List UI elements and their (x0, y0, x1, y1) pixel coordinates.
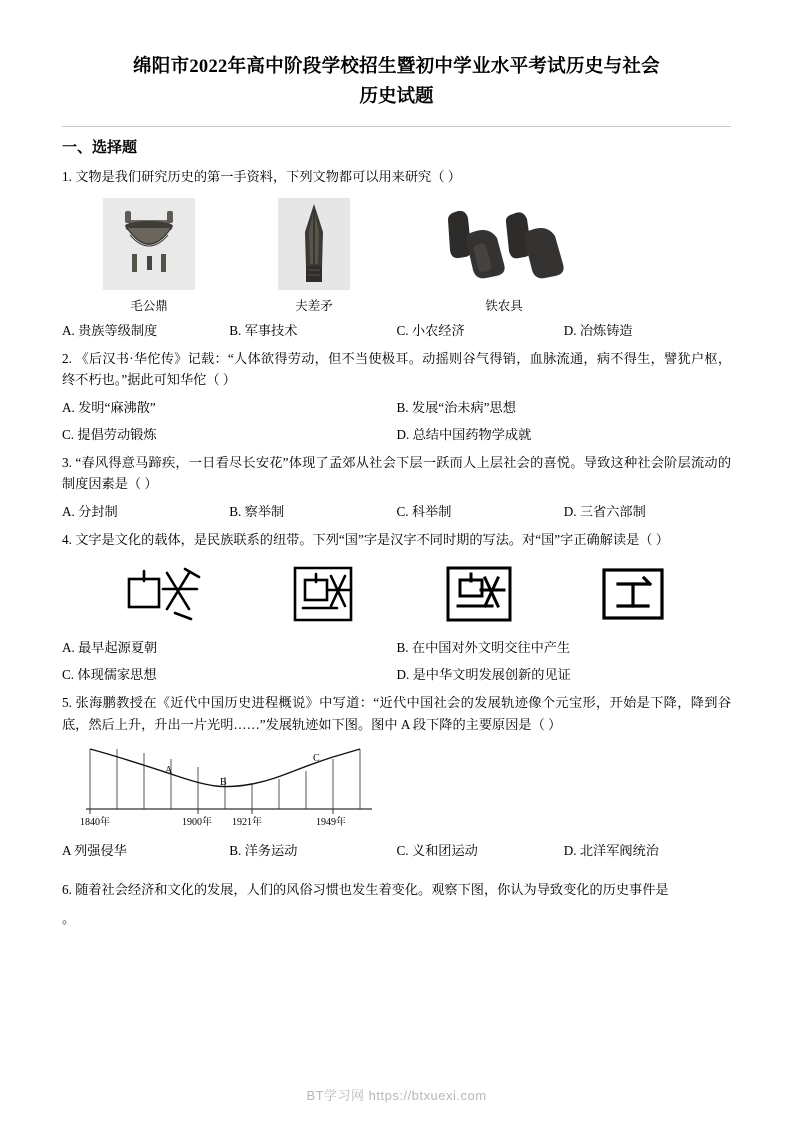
option-4-c[interactable]: C. 体现儒家思想 (62, 667, 157, 682)
question-3-stem (62, 452, 731, 495)
question-5-number: 5. (62, 695, 72, 710)
option-5-b[interactable]: B. 洋务运动 (229, 843, 298, 858)
question-5-stem (62, 692, 731, 735)
question-6-number: 6. (62, 882, 72, 897)
figure-caption-maogongding: 毛公鼎 (130, 298, 168, 313)
option-3-a[interactable]: A. 分封制 (62, 503, 118, 519)
svg-text:B: B (220, 777, 227, 788)
question-5-chart (80, 743, 731, 834)
option-4-b[interactable]: B. 在中国对外文明交往中产生 (396, 640, 571, 655)
question-4-stem (62, 529, 731, 551)
svg-text:1949年: 1949年 (316, 817, 346, 828)
svg-text:C: C (313, 753, 320, 764)
glyph-traditional-icon (440, 562, 520, 631)
option-5-c[interactable]: C. 义和团运动 (396, 843, 478, 858)
question-4-options-row2 (62, 664, 731, 685)
option-2-d[interactable]: D. 总结中国药物学成就 (396, 426, 532, 442)
page-subtitle: 历史试题 (359, 87, 434, 107)
question-6-text: 随着社会经济和文化的发展，人们的风俗习惯也发生着变化。观察下图，你认为导致变化的历史事件是 (75, 882, 669, 897)
option-1-b[interactable]: B. 军事技术 (229, 322, 298, 338)
figure-tienongju (404, 198, 604, 314)
iron-farm-tool-icon (429, 198, 579, 290)
option-2-b[interactable]: B. 发展“治未病”思想 (396, 399, 516, 415)
option-3-c[interactable]: C. 科举制 (396, 503, 452, 519)
svg-text:1900年: 1900年 (182, 817, 212, 828)
question-2-options-row1 (62, 397, 731, 418)
question-1-options (62, 320, 731, 341)
figure-maogongding (74, 198, 224, 314)
question-1-stem (62, 166, 731, 188)
option-4-a[interactable]: A. 最早起源夏朝 (62, 640, 158, 655)
question-2-text: 《后汉书·华佗传》记载：“人体欲得劳动，但不当使极耳。动摇则谷气得销，血脉流通，病不得生，譬犹户枢，终不朽也。”据此可知华佗（ ） (62, 350, 732, 387)
question-5-options (62, 840, 731, 861)
option-1-a[interactable]: A. 贵族等级制度 (62, 322, 158, 338)
question-6-stem (62, 879, 731, 901)
question-3-options (62, 501, 731, 522)
svg-text:A: A (165, 765, 173, 776)
option-2-c[interactable]: C. 提倡劳动锻炼 (62, 426, 157, 442)
option-2-a[interactable]: A. 发明“麻沸散” (62, 399, 156, 415)
option-5-d[interactable]: D. 北洋军阀统治 (563, 843, 659, 858)
question-4-text: 文字是文化的载体，是民族联系的纽带。下列“国”字是汉字不同时期的写法。对“国”字正确解读是（ ） (75, 531, 669, 547)
question-4-options-row1 (62, 637, 731, 658)
page-title: 绵阳市2022年高中阶段学校招生暨初中学业水平考试历史与社会 (132, 57, 660, 77)
question-1-figures (62, 198, 731, 314)
question-3-text: “春风得意马蹄疾，一日看尽长安花”体现了孟郊从社会下层一跃而人上层社会的喜悦。导致这种社会阶层流动的制度因素是（ ） (62, 454, 732, 491)
option-3-d[interactable]: D. 三省六部制 (563, 503, 646, 519)
question-2-number: 2. (62, 350, 72, 366)
question-6-continuation: 。 (62, 910, 76, 926)
question-2-options-row2 (62, 424, 731, 445)
bronze-spear-icon (278, 198, 350, 290)
question-5-text: 张海鹏教授在《近代中国历史进程概说》中写道：“近代中国社会的发展轨迹像个元宝形，开始是下降，降到谷底，然后上升，升出一片光明……”发展轨迹如下图。图中 A 段下降的主要原因是（ ） (62, 695, 732, 732)
question-4-number: 4. (62, 531, 72, 547)
bronze-ding-icon (103, 198, 195, 290)
option-3-b[interactable]: B. 察举制 (229, 503, 285, 519)
option-5-a[interactable]: A 列强侵华 (62, 843, 127, 858)
watermark: BT学习网 https://btxuexi.com (306, 1088, 487, 1103)
question-4-glyphs (62, 562, 731, 631)
svg-text:1921年: 1921年 (232, 817, 262, 828)
question-2-stem (62, 348, 731, 391)
figure-fuchaimao (224, 198, 404, 314)
question-1-number: 1. (62, 169, 72, 184)
option-4-d[interactable]: D. 是中华文明发展创新的见证 (396, 667, 571, 682)
svg-text:1840年: 1840年 (80, 817, 110, 828)
figure-caption-fuchaimao: 夫差矛 (295, 298, 333, 313)
option-1-d[interactable]: D. 冶炼铸造 (563, 322, 633, 338)
question-1-text: 文物是我们研究历史的第一手资料，下列文物都可以用来研究（ ） (75, 169, 461, 184)
glyph-oracle-bone-icon (119, 563, 211, 630)
glyph-seal-script-icon (285, 562, 365, 631)
option-1-c[interactable]: C. 小农经济 (396, 322, 465, 338)
figure-caption-tienongju: 铁农具 (485, 298, 523, 313)
question-3-number: 3. (62, 454, 72, 470)
glyph-simplified-icon (594, 562, 674, 631)
section-heading: 一、选择题 (62, 126, 731, 157)
